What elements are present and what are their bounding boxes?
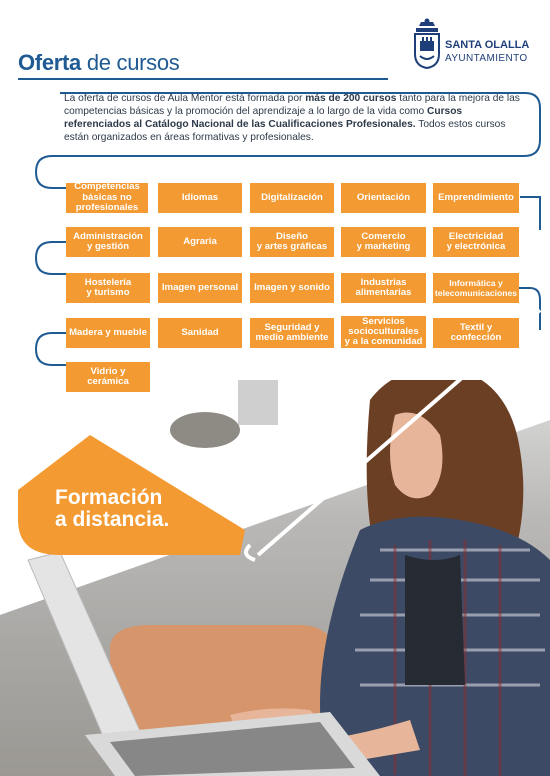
title-rest: de cursos — [86, 50, 180, 75]
title-bold: Oferta — [18, 50, 81, 75]
area-competencias-basicas[interactable]: Competencias básicas no profesionales — [66, 183, 148, 213]
area-informatica[interactable]: Informática y telecomunicaciones — [433, 273, 519, 303]
logo-subtitle: AYUNTAMIENTO — [445, 53, 528, 64]
area-digitalizacion[interactable]: Digitalización — [250, 183, 334, 213]
area-servicios-socioculturales[interactable]: Servicios socioculturales y a la comunidad — [341, 316, 426, 348]
intro-bold-2: Cursos referenciados al Catálogo Nacional de las Cualificaciones Profesionales. — [64, 106, 463, 130]
area-madera-mueble[interactable]: Madera y mueble — [66, 318, 150, 348]
area-electricidad[interactable]: Electricidad y electrónica — [433, 227, 519, 257]
area-imagen-sonido[interactable]: Imagen y sonido — [250, 273, 334, 303]
area-administracion[interactable]: Administración y gestión — [66, 227, 150, 257]
area-hosteleria[interactable]: Hostelería y turismo — [66, 273, 150, 303]
intro-text-2: tanto para la mejora de las competencias básicas y la promoción del aprendizaje a lo largo de la vida como — [64, 93, 520, 117]
area-diseno[interactable]: Diseño y artes gráficas — [250, 227, 334, 257]
intro-text-3: Todos estos cursos están organizados en áreas formativas y profesionales. — [64, 119, 506, 143]
area-industrias-alimentarias[interactable]: Industrias alimentarias — [341, 273, 426, 303]
promo-text — [55, 487, 169, 531]
logo-name: SANTA OLALLA — [445, 39, 530, 51]
promo-line-2: a distancia. — [55, 508, 170, 531]
intro-text-1: La oferta de cursos de Aula Mentor está formada por — [64, 93, 306, 104]
intro-bold-1: más de 200 cursos — [305, 93, 397, 104]
area-emprendimiento[interactable]: Emprendimiento — [433, 183, 519, 213]
area-orientacion[interactable]: Orientación — [341, 183, 426, 213]
area-idiomas[interactable]: Idiomas — [158, 183, 242, 213]
area-vidrio-ceramica[interactable]: Vidrio y cerámica — [66, 362, 150, 392]
area-textil[interactable]: Textil y confección — [433, 318, 519, 348]
area-comercio[interactable]: Comercio y marketing — [341, 227, 426, 257]
area-seguridad[interactable]: Seguridad y medio ambiente — [250, 318, 334, 348]
promo-line-1: Formación — [55, 486, 163, 509]
area-sanidad[interactable]: Sanidad — [158, 318, 242, 348]
area-imagen-personal[interactable]: Imagen personal — [158, 273, 242, 303]
area-agraria[interactable]: Agraria — [158, 227, 242, 257]
